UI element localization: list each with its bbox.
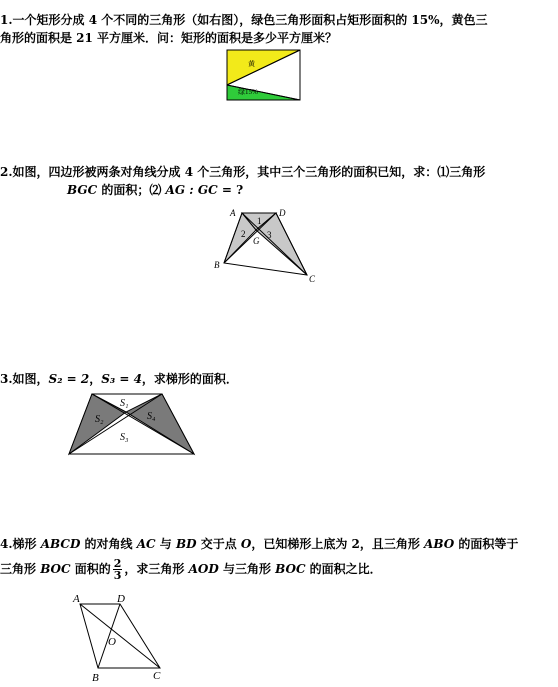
label-3: 3 [267,230,272,240]
triangle-boc: BOC [40,562,71,576]
point-o: O [240,537,252,551]
problem-4-text: 与 [155,537,176,551]
problem-3-line-1 [0,371,238,387]
problem-1-line-1: 1.一个矩形分成 4 个不同的三角形（如右图），绿色三角形面积占矩形面积的 15%，黄色三 [0,13,488,27]
problem-4-text: 4.梯形 [0,537,41,551]
label-S1: S₁ [120,398,129,409]
trapezoid-abcd: ABCD [40,537,81,551]
problem-4-text: 的面积之比． [305,562,382,576]
problem-4-line-1 [0,536,518,552]
label-C: C [309,274,316,284]
problem-4-text: 交于点 [196,537,241,551]
problem-1-line-2: 角形的面积是 21 平方厘米．问：矩形的面积是多少平方厘米？ [0,31,338,45]
problem-3-s2: S₂ = 2 [48,372,90,386]
problem-2-text-a: 的面积；⑵ [97,183,166,197]
label-A: A [73,593,80,605]
label-C: C [153,670,161,682]
problem-4-line-2 [0,556,382,582]
label-B: B [92,672,99,684]
yellow-label: 黄 [248,60,255,68]
problem-2-line-1: 2.如图，四边形被两条对角线分成 4 个三角形，其中三个三角形的面积已知，求：⑴三角形 [0,165,486,179]
label-D: D [279,208,286,218]
triangle-abo: ABO [424,537,455,551]
label-S3: S₃ [120,432,129,443]
problem-4-text: ，已知梯形上底为 2，且三角形 [251,537,425,551]
problem-2-text-b: = ? [217,183,244,197]
fraction-numerator: 2 [113,557,122,570]
problem-4-text: 面积的 [70,562,111,576]
triangle-bgc-label: BGC [67,183,98,197]
problem-3-suffix: ，求梯形的面积． [141,372,238,386]
label-2: 2 [241,229,246,239]
problem-3-trapezoid-figure [68,393,198,459]
problem-4-text: 与三角形 [218,562,276,576]
problem-4-text: 的对角线 [80,537,137,551]
label-D: D [117,593,125,605]
label-S2: S₂ [95,414,104,425]
fraction-denominator: 3 [113,569,122,582]
problem-4-text: ，求三角形 [124,562,189,576]
problem-3-sep: ， [89,372,102,386]
problem-4-trapezoid-figure [68,592,172,686]
triangle-aod: AOD [188,562,219,576]
fraction-two-thirds [113,558,123,581]
problem-2-quadrilateral-figure [205,202,325,288]
label-O: O [108,636,116,648]
label-G: G [253,236,260,246]
label-S4: S₄ [147,411,156,422]
diagonal-ac: AC [136,537,156,551]
problem-3-s3: S₃ = 4 [101,372,142,386]
label-1: 1 [257,216,262,226]
diagonal-bd: BD [175,537,197,551]
problem-2-line-2 [67,182,243,198]
problem-3-prefix: 3.如图， [0,372,49,386]
label-B: B [214,260,220,270]
green-label: 绿15% [238,88,258,96]
problem-1-rectangle-figure [226,49,302,103]
ratio-ag-gc: AG : GC [165,183,218,197]
problem-4-text: 的面积等于 [454,537,519,551]
triangle-boc: BOC [275,562,306,576]
problem-4-text: 三角形 [0,562,41,576]
label-A: A [230,208,236,218]
